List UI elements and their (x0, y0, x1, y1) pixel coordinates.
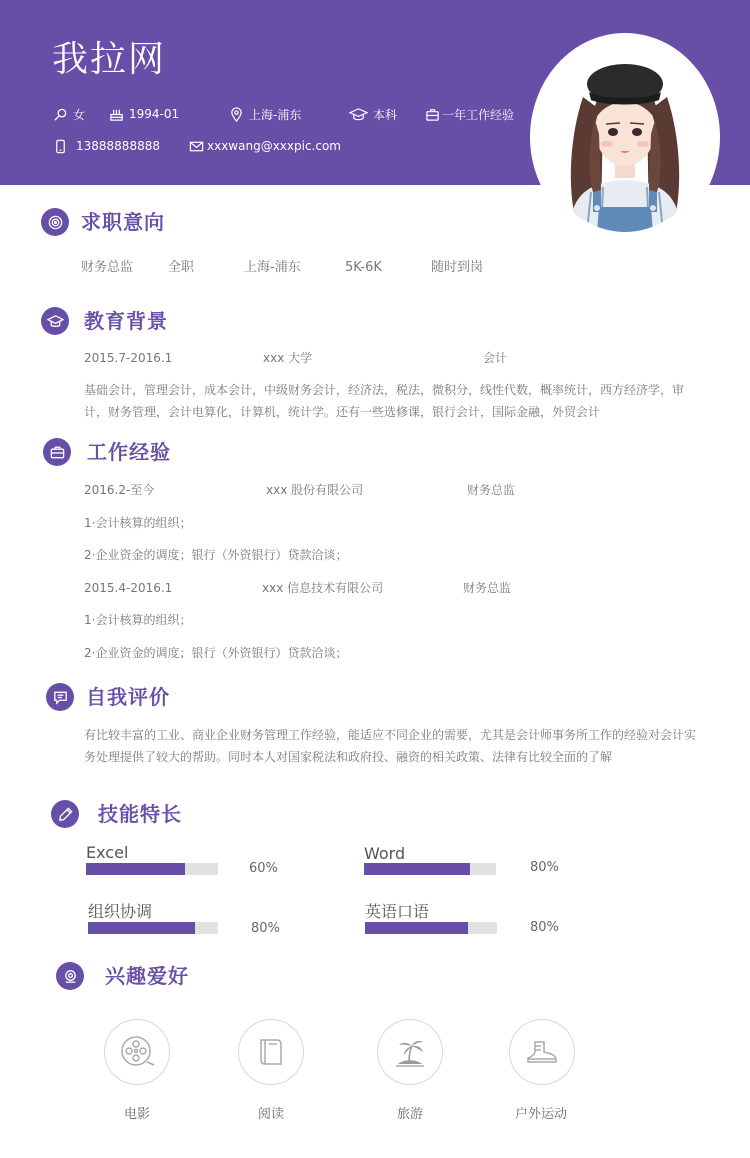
degree-info (348, 104, 397, 124)
film-reel-icon (104, 1019, 170, 1085)
gender-text: 女 (73, 107, 86, 122)
work-duty: 2·企业资金的调度；银行（外资银行）贷款洽谈； (84, 548, 348, 562)
phone-text[interactable]: 13888888888 (76, 139, 160, 153)
work-duty: 2·企业资金的调度；银行（外资银行）贷款洽谈； (84, 646, 348, 660)
intent-position: 财务总监 (81, 260, 134, 275)
palm-island-icon (377, 1019, 443, 1085)
skill-bar-fill (88, 922, 195, 934)
skill-bar-fill (86, 863, 185, 875)
cake-icon (108, 106, 124, 122)
experience-text: 一年工作经验 (442, 107, 515, 122)
email-text[interactable]: xxxwang@xxxpic.com (207, 139, 341, 153)
phone-info (52, 136, 160, 156)
work-company: xxx 股份有限公司 (266, 483, 364, 497)
email-info (188, 136, 341, 156)
phone-icon (52, 138, 68, 154)
location-text: 上海-浦东 (249, 107, 302, 122)
briefcase-icon (424, 106, 440, 122)
hobby-section-icon (56, 962, 84, 990)
skill-bar (365, 922, 497, 934)
skill-name: 组织协调 (88, 902, 153, 921)
education-major: 会计 (483, 351, 508, 365)
work-period: 2016.2-至今 (84, 483, 155, 497)
skill-percent: 60% (249, 861, 278, 876)
skill-percent: 80% (530, 920, 559, 935)
intent-availability: 随时到岗 (431, 260, 484, 275)
skill-name: 英语口语 (365, 902, 430, 921)
skill-name: Excel (86, 843, 129, 862)
gender-info (52, 104, 85, 124)
section-title-education: 教育背景 (84, 309, 168, 333)
education-period: 2015.7-2016.1 (84, 351, 173, 365)
section-title-self: 自我评价 (86, 685, 170, 709)
candidate-name: 我拉网 (52, 39, 167, 80)
self-evaluation: 有比较丰富的工业、商业企业财务管理工作经验，能适应不同企业的需要，尤其是会计师事务所工作的经验对会计实务处理提供了较大的帮助。同时本人对国家税法和政府投、融资的相关政策、法律有比较全面的了解 (84, 728, 697, 764)
boot-icon (509, 1019, 575, 1085)
avatar (541, 42, 709, 232)
section-title-hobbies: 兴趣爱好 (105, 964, 189, 988)
graduation-cap-icon (41, 307, 69, 335)
hobby-label: 电影 (123, 1107, 150, 1122)
hobby-label: 户外运动 (514, 1107, 567, 1122)
skill-bar-fill (364, 863, 470, 875)
hobby-label: 旅游 (396, 1107, 423, 1122)
speech-bubble-icon (46, 683, 74, 711)
gender-icon (52, 106, 68, 122)
work-title: 财务总监 (467, 483, 516, 497)
birth-text: 1994-01 (129, 107, 180, 121)
education-courses: 基础会计，管理会计，成本会计，中级财务会计，经济法，税法，微积分，线性代数，概率统计，西方经济学，审计，财务管理，会计电算化，计算机，统计学。还有一些选修课，银行会计，国际金融，外贸会计 (84, 383, 685, 419)
birth-info (108, 104, 179, 124)
hobby-label: 阅读 (257, 1107, 284, 1122)
education-school: xxx 大学 (263, 351, 313, 365)
skill-bar-fill (365, 922, 468, 934)
skill-bar (88, 922, 218, 934)
work-duty: 1·会计核算的组织； (84, 516, 192, 530)
skill-name: Word (364, 844, 406, 863)
section-title-work: 工作经验 (87, 440, 171, 464)
envelope-icon (188, 138, 204, 154)
section-title-intent: 求职意向 (81, 210, 165, 234)
pen-icon (51, 800, 79, 828)
section-title-skills: 技能特长 (98, 802, 182, 826)
work-period: 2015.4-2016.1 (84, 581, 173, 595)
skill-bar (86, 863, 218, 875)
degree-text: 本科 (373, 107, 398, 122)
skill-bar (364, 863, 496, 875)
location-info (228, 104, 301, 124)
experience-info (424, 104, 514, 124)
intent-location: 上海-浦东 (244, 260, 301, 275)
book-icon (238, 1019, 304, 1085)
location-pin-icon (228, 106, 244, 122)
work-title: 财务总监 (463, 581, 512, 595)
target-icon (41, 208, 69, 236)
skill-percent: 80% (530, 860, 559, 875)
work-company: xxx 信息技术有限公司 (262, 581, 384, 595)
intent-type: 全职 (168, 260, 195, 275)
intent-salary: 5K-6K (345, 260, 382, 275)
work-duty: 1·会计核算的组织； (84, 613, 192, 627)
briefcase-icon (43, 438, 71, 466)
graduation-cap-icon (348, 106, 368, 122)
skill-percent: 80% (251, 921, 280, 936)
